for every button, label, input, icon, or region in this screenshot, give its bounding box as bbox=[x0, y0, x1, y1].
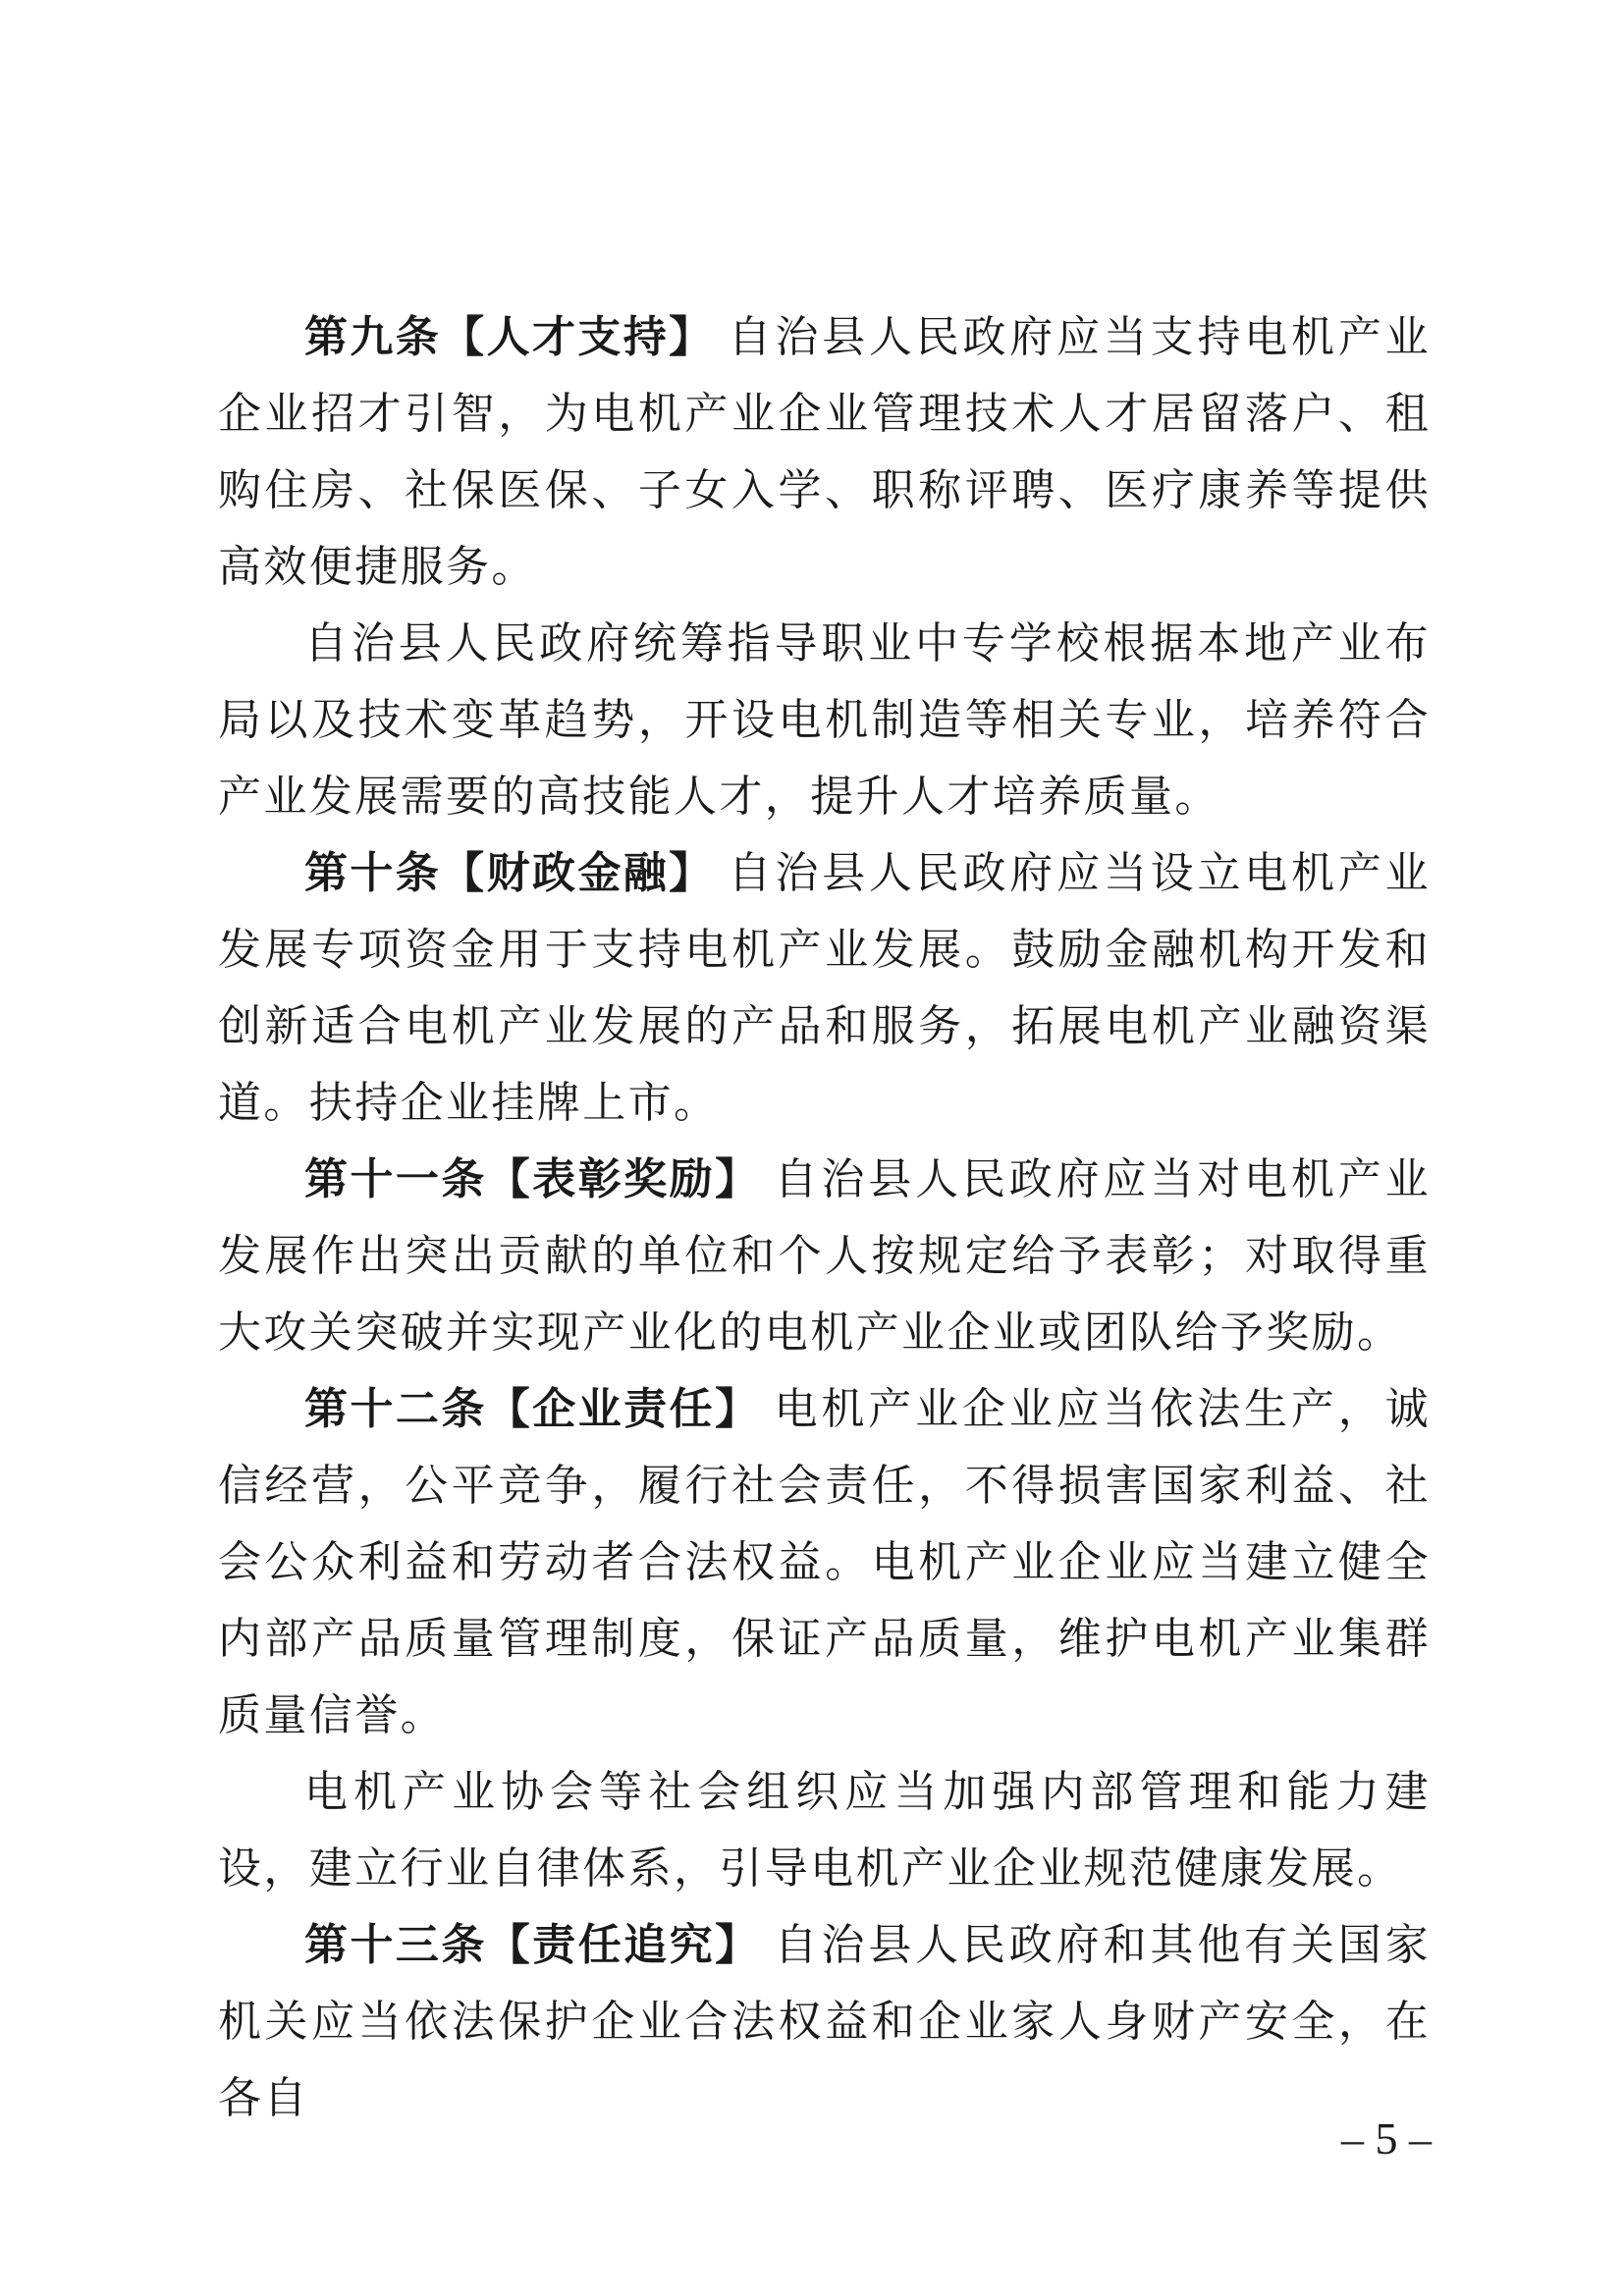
article-12-paragraph bbox=[218, 1371, 1431, 1754]
article-heading: 第十二条【企业责任】 bbox=[304, 1384, 761, 1434]
article-11-paragraph bbox=[218, 1142, 1431, 1371]
article-text: 自治县人民政府统筹指导职业中专学校根据本地产业布局以及技术变革趋势，开设电机制造等相关专业，培养符合产业发展需要的高技能人才，提升人才培养质量。 bbox=[218, 618, 1431, 822]
article-text: 自治县人民政府应当设立电机产业发展专项资金用于支持电机产业发展。鼓励金融机构开发和创新适合电机产业发展的产品和服务，拓展电机产业融资渠道。扶持企业挂牌上市。 bbox=[218, 848, 1432, 1128]
article-text: 自治县人民政府应当对电机产业发展作出突出贡献的单位和个人按规定给予表彰；对取得重大攻关突破并实现产业化的电机产业企业或团队给予奖励。 bbox=[218, 1154, 1432, 1358]
article-9-paragraph-2 bbox=[218, 606, 1431, 835]
article-12-paragraph-2 bbox=[218, 1754, 1431, 1907]
page-number: – 5 – bbox=[1341, 2113, 1432, 2163]
article-9-paragraph bbox=[218, 299, 1431, 606]
article-text: 自治县人民政府和其他有关国家机关应当依法保护企业合法权益和企业家人身财产安全，在各自 bbox=[218, 1920, 1432, 2123]
document-body bbox=[218, 299, 1431, 2137]
article-heading: 第九条【人才支持】 bbox=[304, 312, 715, 362]
article-10-paragraph bbox=[218, 835, 1431, 1142]
article-text: 电机产业企业应当依法生产，诚信经营，公平竞争，履行社会责任，不得损害国家利益、社会公众利益和劳动者合法权益。电机产业企业应当建立健全内部产品质量管理制度，保证产品质量，维护电机产业集群质量信誉。 bbox=[218, 1384, 1432, 1740]
article-text: 电机产业协会等社会组织应当加强内部管理和能力建设，建立行业自律体系，引导电机产业企业规范健康发展。 bbox=[218, 1767, 1431, 1894]
article-heading: 第十三条【责任追究】 bbox=[304, 1920, 761, 1970]
article-heading: 第十条【财政金融】 bbox=[304, 848, 715, 898]
article-13-paragraph bbox=[218, 1907, 1431, 2137]
article-heading: 第十一条【表彰奖励】 bbox=[304, 1154, 761, 1204]
article-text: 自治县人民政府应当支持电机产业企业招才引智，为电机产业企业管理技术人才居留落户、租购住房、社保医保、子女入学、职称评聘、医疗康养等提供高效便捷服务。 bbox=[218, 312, 1432, 592]
